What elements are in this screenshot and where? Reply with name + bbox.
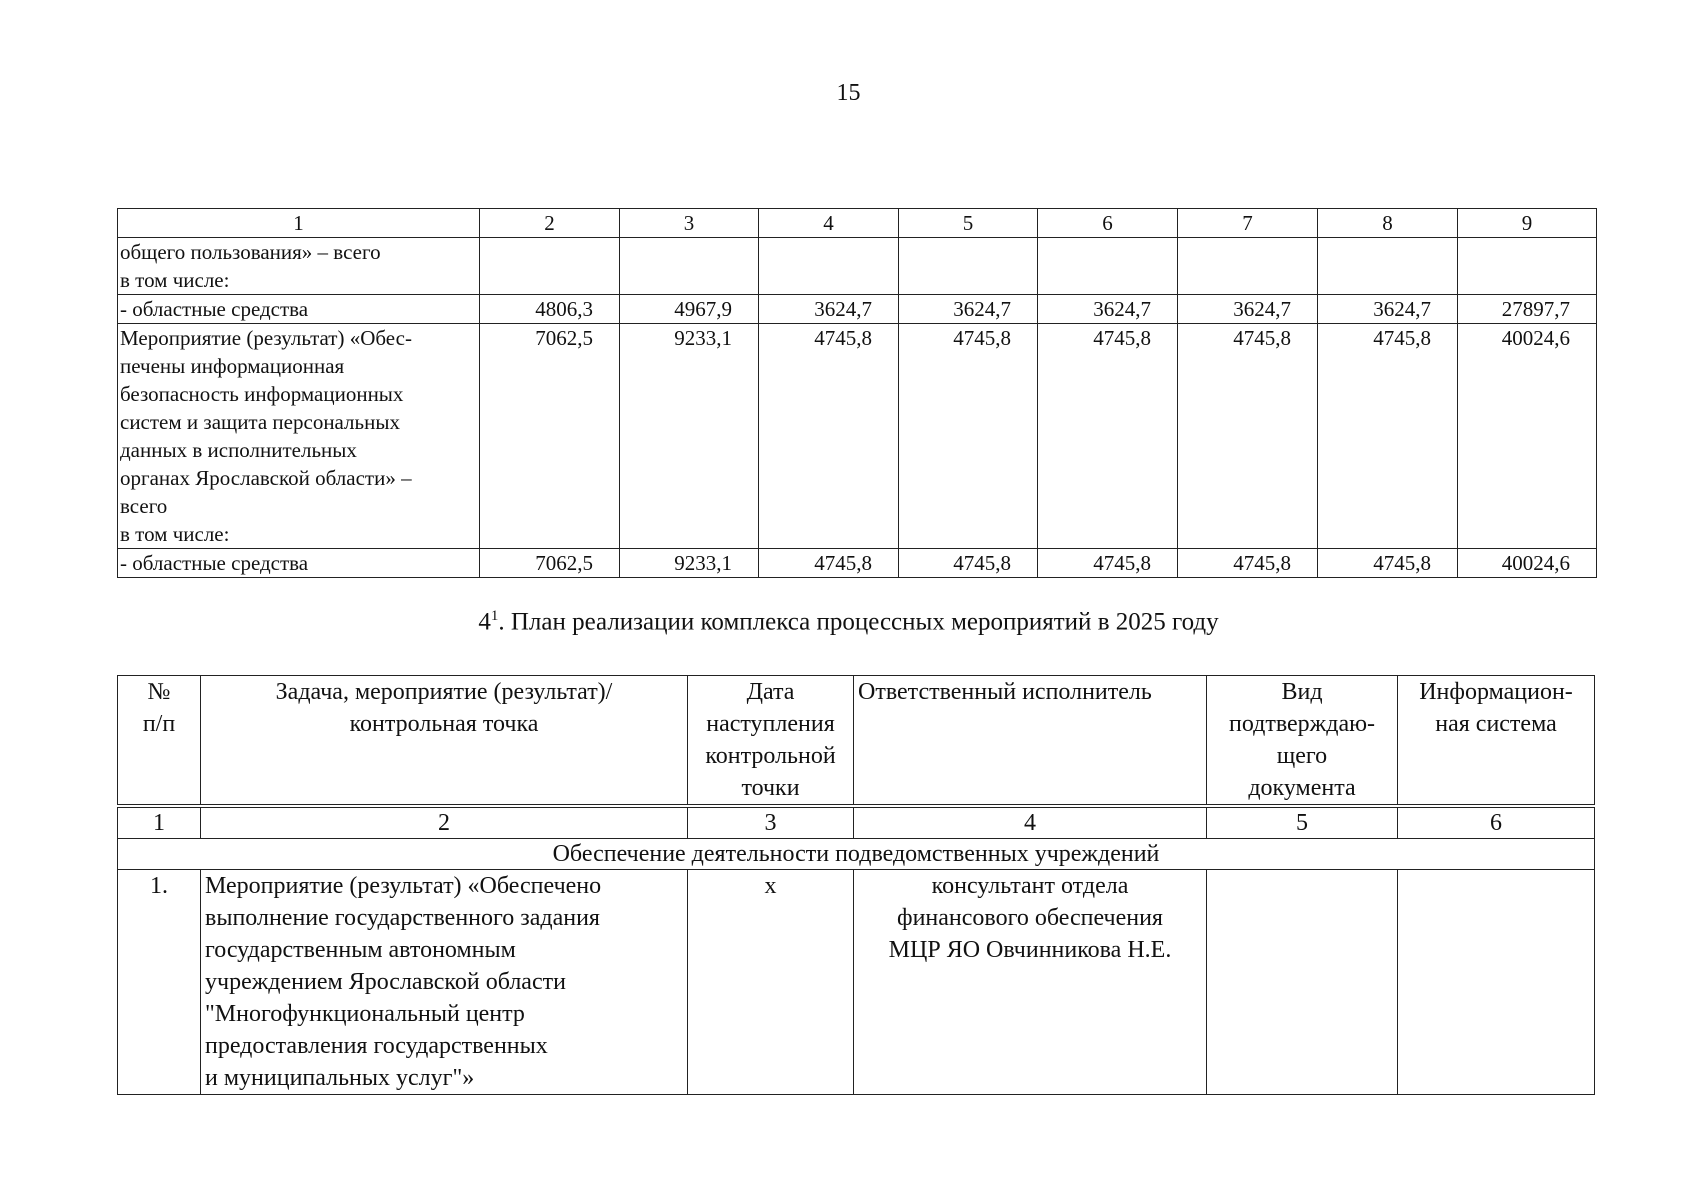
table-cell: 4745,8 <box>759 324 899 549</box>
table-row <box>118 324 1597 549</box>
page-number: 15 <box>836 80 861 106</box>
table-cell <box>899 238 1038 295</box>
table-row <box>118 238 1597 295</box>
financing-table <box>117 208 1597 578</box>
table-cell: 4967,9 <box>620 295 759 324</box>
table-cell: 4745,8 <box>1178 549 1318 578</box>
table-row <box>118 549 1597 578</box>
column-index: 1 <box>118 806 201 839</box>
section-number: 4 <box>478 608 491 636</box>
table-cell: 4745,8 <box>899 549 1038 578</box>
column-index: 4 <box>854 806 1207 839</box>
section-title <box>0 608 1697 636</box>
table-cell: 4745,8 <box>1178 324 1318 549</box>
section-superscript: 1 <box>490 608 499 624</box>
table-cell <box>1318 238 1458 295</box>
row-label: - областные средства <box>118 295 480 324</box>
table-cell <box>620 238 759 295</box>
row-task: Мероприятие (результат) «Обеспечено выполнение государственного задания государственным автономным учреждением Ярославской области "Многофункциональный центр предоставления государственных и муниципальных услуг"» <box>201 870 688 1095</box>
table-cell <box>1038 238 1178 295</box>
column-header-date: Дата наступления контрольной точки <box>688 676 854 807</box>
row-document <box>1207 870 1398 1095</box>
row-system <box>1398 870 1595 1095</box>
table-cell: 4745,8 <box>1038 549 1178 578</box>
table-cell: 4745,8 <box>1318 549 1458 578</box>
column-header: 4 <box>759 209 899 238</box>
table-cell <box>1178 238 1318 295</box>
group-row <box>118 839 1595 870</box>
table-cell: 3624,7 <box>759 295 899 324</box>
table-cell: 4806,3 <box>480 295 620 324</box>
table-cell: 3624,7 <box>1038 295 1178 324</box>
table-cell: 3624,7 <box>899 295 1038 324</box>
table-cell: 3624,7 <box>1178 295 1318 324</box>
column-index: 6 <box>1398 806 1595 839</box>
row-label: - областные средства <box>118 549 480 578</box>
column-header-task: Задача, мероприятие (результат)/ контрольная точка <box>201 676 688 807</box>
table-cell: 7062,5 <box>480 324 620 549</box>
table-cell <box>1458 238 1597 295</box>
table-cell: 3624,7 <box>1318 295 1458 324</box>
table-cell: 4745,8 <box>899 324 1038 549</box>
column-header: 1 <box>118 209 480 238</box>
table-row <box>118 870 1595 1095</box>
table-header-row <box>118 209 1597 238</box>
table-cell: 27897,7 <box>1458 295 1597 324</box>
table-cell: 4745,8 <box>1318 324 1458 549</box>
table-row <box>118 295 1597 324</box>
column-index: 2 <box>201 806 688 839</box>
table-cell: 9233,1 <box>620 549 759 578</box>
row-date: х <box>688 870 854 1095</box>
column-header: 6 <box>1038 209 1178 238</box>
table-cell: 40024,6 <box>1458 549 1597 578</box>
column-index-row <box>118 806 1595 839</box>
column-header-responsible: Ответственный исполнитель <box>854 676 1207 807</box>
column-header: 2 <box>480 209 620 238</box>
section-title-text: . План реализации комплекса процессных мероприятий в 2025 году <box>498 608 1219 636</box>
table-cell: 40024,6 <box>1458 324 1597 549</box>
plan-table <box>117 675 1595 1095</box>
table-cell: 4745,8 <box>1038 324 1178 549</box>
column-index: 5 <box>1207 806 1398 839</box>
table-cell: 4745,8 <box>759 549 899 578</box>
table-cell <box>759 238 899 295</box>
column-header: 3 <box>620 209 759 238</box>
group-title: Обеспечение деятельности подведомственных учреждений <box>118 839 1595 870</box>
table-header-row <box>118 676 1595 807</box>
row-responsible: консультант отдела финансового обеспечения МЦР ЯО Овчинникова Н.Е. <box>854 870 1207 1095</box>
column-index: 3 <box>688 806 854 839</box>
column-header-document: Вид подтверждаю- щего документа <box>1207 676 1398 807</box>
column-header: 9 <box>1458 209 1597 238</box>
column-header-number: № п/п <box>118 676 201 807</box>
table-cell <box>480 238 620 295</box>
row-number: 1. <box>118 870 201 1095</box>
row-label: общего пользования» – всего в том числе: <box>118 238 480 295</box>
column-header: 7 <box>1178 209 1318 238</box>
table-cell: 9233,1 <box>620 324 759 549</box>
column-header-system: Информацион- ная система <box>1398 676 1595 807</box>
table-cell: 7062,5 <box>480 549 620 578</box>
column-header: 8 <box>1318 209 1458 238</box>
row-label: Мероприятие (результат) «Обес- печены информационная безопасность информационных систем и защита персональных данных в исполнительных органах Ярославской области» – всего в том числе: <box>118 324 480 549</box>
column-header: 5 <box>899 209 1038 238</box>
